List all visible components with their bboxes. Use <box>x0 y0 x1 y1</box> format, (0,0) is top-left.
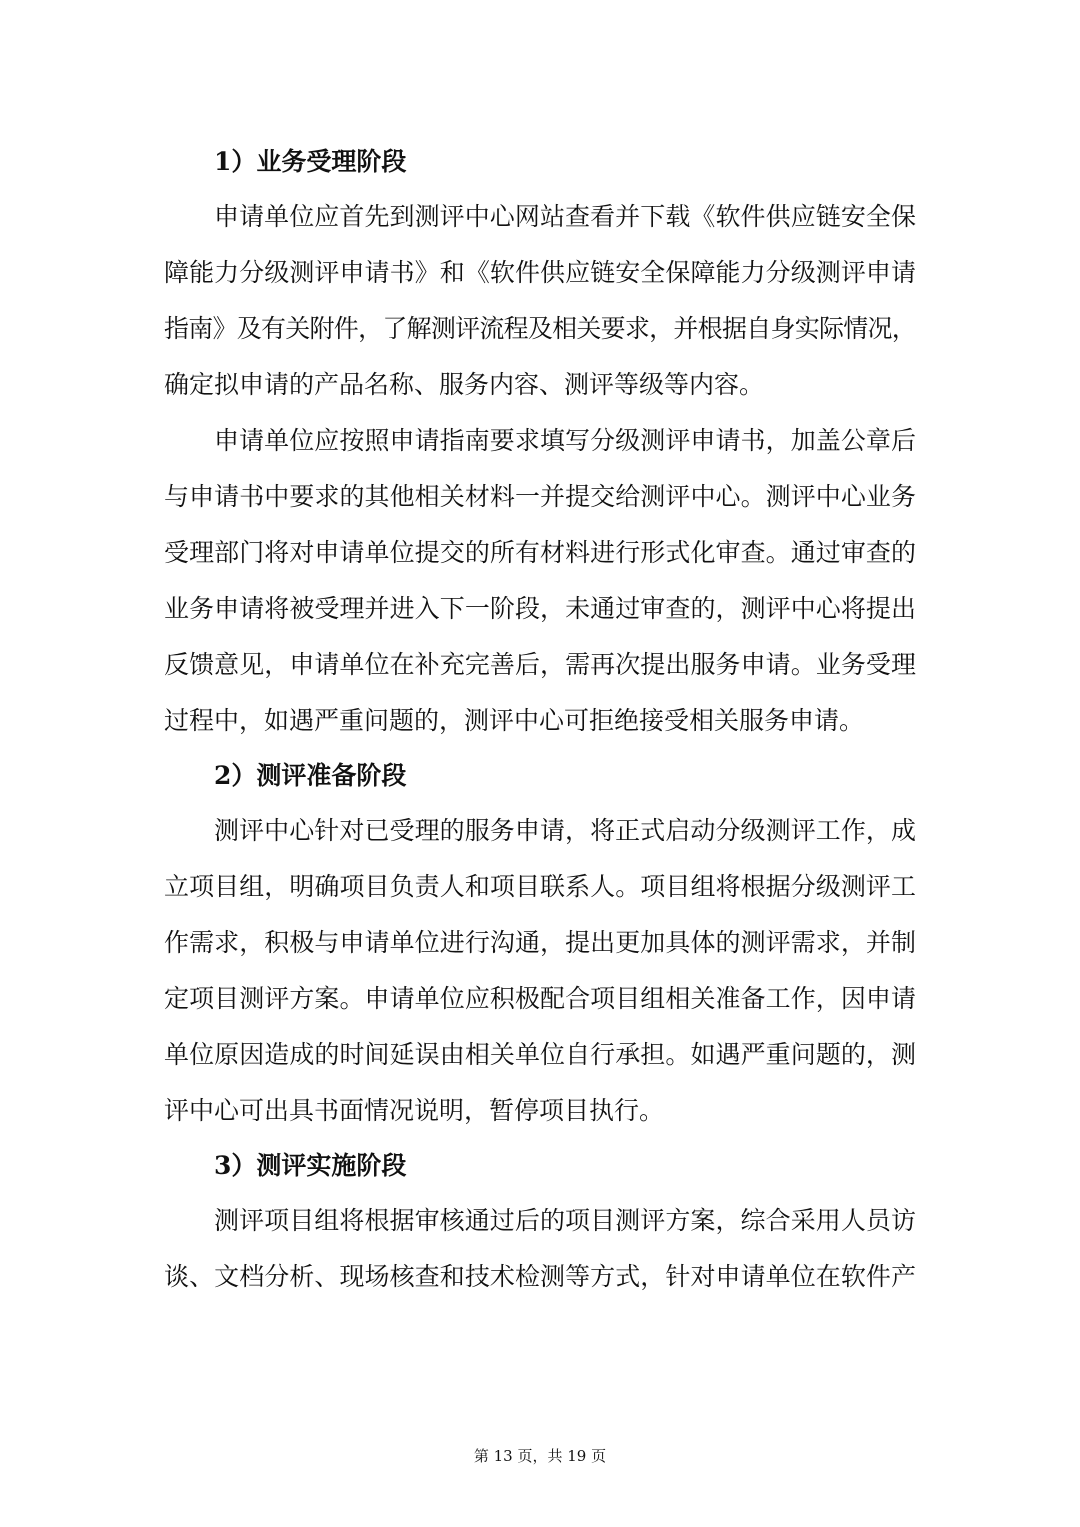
text-line: 测评中心针对已受理的服务申请，将正式启动分级测评工作，成 <box>214 816 916 845</box>
paragraph <box>164 189 916 413</box>
document-body <box>164 135 916 1305</box>
text-line: 作需求，积极与申请单位进行沟通，提出更加具体的测评需求，并制 <box>164 928 916 957</box>
text-line: 反馈意见，申请单位在补充完善后，需再次提出服务申请。业务受理 <box>164 650 916 679</box>
paragraph <box>164 413 916 749</box>
page-footer: 第 13 页，共 19 页 <box>473 1447 607 1465</box>
paragraph <box>164 1193 916 1305</box>
text-line: 申请单位应按照申请指南要求填写分级测评申请书，加盖公章后 <box>214 426 916 455</box>
section-heading-1: 1）业务受理阶段 <box>214 147 407 176</box>
section-heading-2: 2）测评准备阶段 <box>214 761 407 790</box>
section-heading-3: 3）测评实施阶段 <box>214 1151 407 1180</box>
text-line: 单位原因造成的时间延误由相关单位自行承担。如遇严重问题的，测 <box>164 1040 916 1069</box>
text-line: 评中心可出具书面情况说明，暂停项目执行。 <box>164 1096 665 1125</box>
text-line: 指南》及有关附件，了解测评流程及相关要求，并根据自身实际情况， <box>164 314 917 343</box>
text-line: 立项目组，明确项目负责人和项目联系人。项目组将根据分级测评工 <box>164 872 916 901</box>
text-line: 障能力分级测评申请书》和《软件供应链安全保障能力分级测评申请 <box>164 258 916 287</box>
text-line: 受理部门将对申请单位提交的所有材料进行形式化审查。通过审查的 <box>164 538 916 567</box>
text-line: 业务申请将被受理并进入下一阶段，未通过审查的，测评中心将提出 <box>164 594 916 623</box>
text-line: 谈、文档分析、现场核查和技术检测等方式，针对申请单位在软件产 <box>164 1262 916 1291</box>
text-line: 申请单位应首先到测评中心网站查看并下载《软件供应链安全保 <box>214 202 916 231</box>
text-line: 测评项目组将根据审核通过后的项目测评方案，综合采用人员访 <box>214 1206 916 1235</box>
paragraph <box>164 803 916 1139</box>
text-line: 确定拟申请的产品名称、服务内容、测评等级等内容。 <box>164 370 765 399</box>
text-line: 过程中，如遇严重问题的，测评中心可拒绝接受相关服务申请。 <box>164 706 865 735</box>
text-line: 定项目测评方案。申请单位应积极配合项目组相关准备工作，因申请 <box>164 984 916 1013</box>
text-line: 与申请书中要求的其他相关材料一并提交给测评中心。测评中心业务 <box>164 482 916 511</box>
